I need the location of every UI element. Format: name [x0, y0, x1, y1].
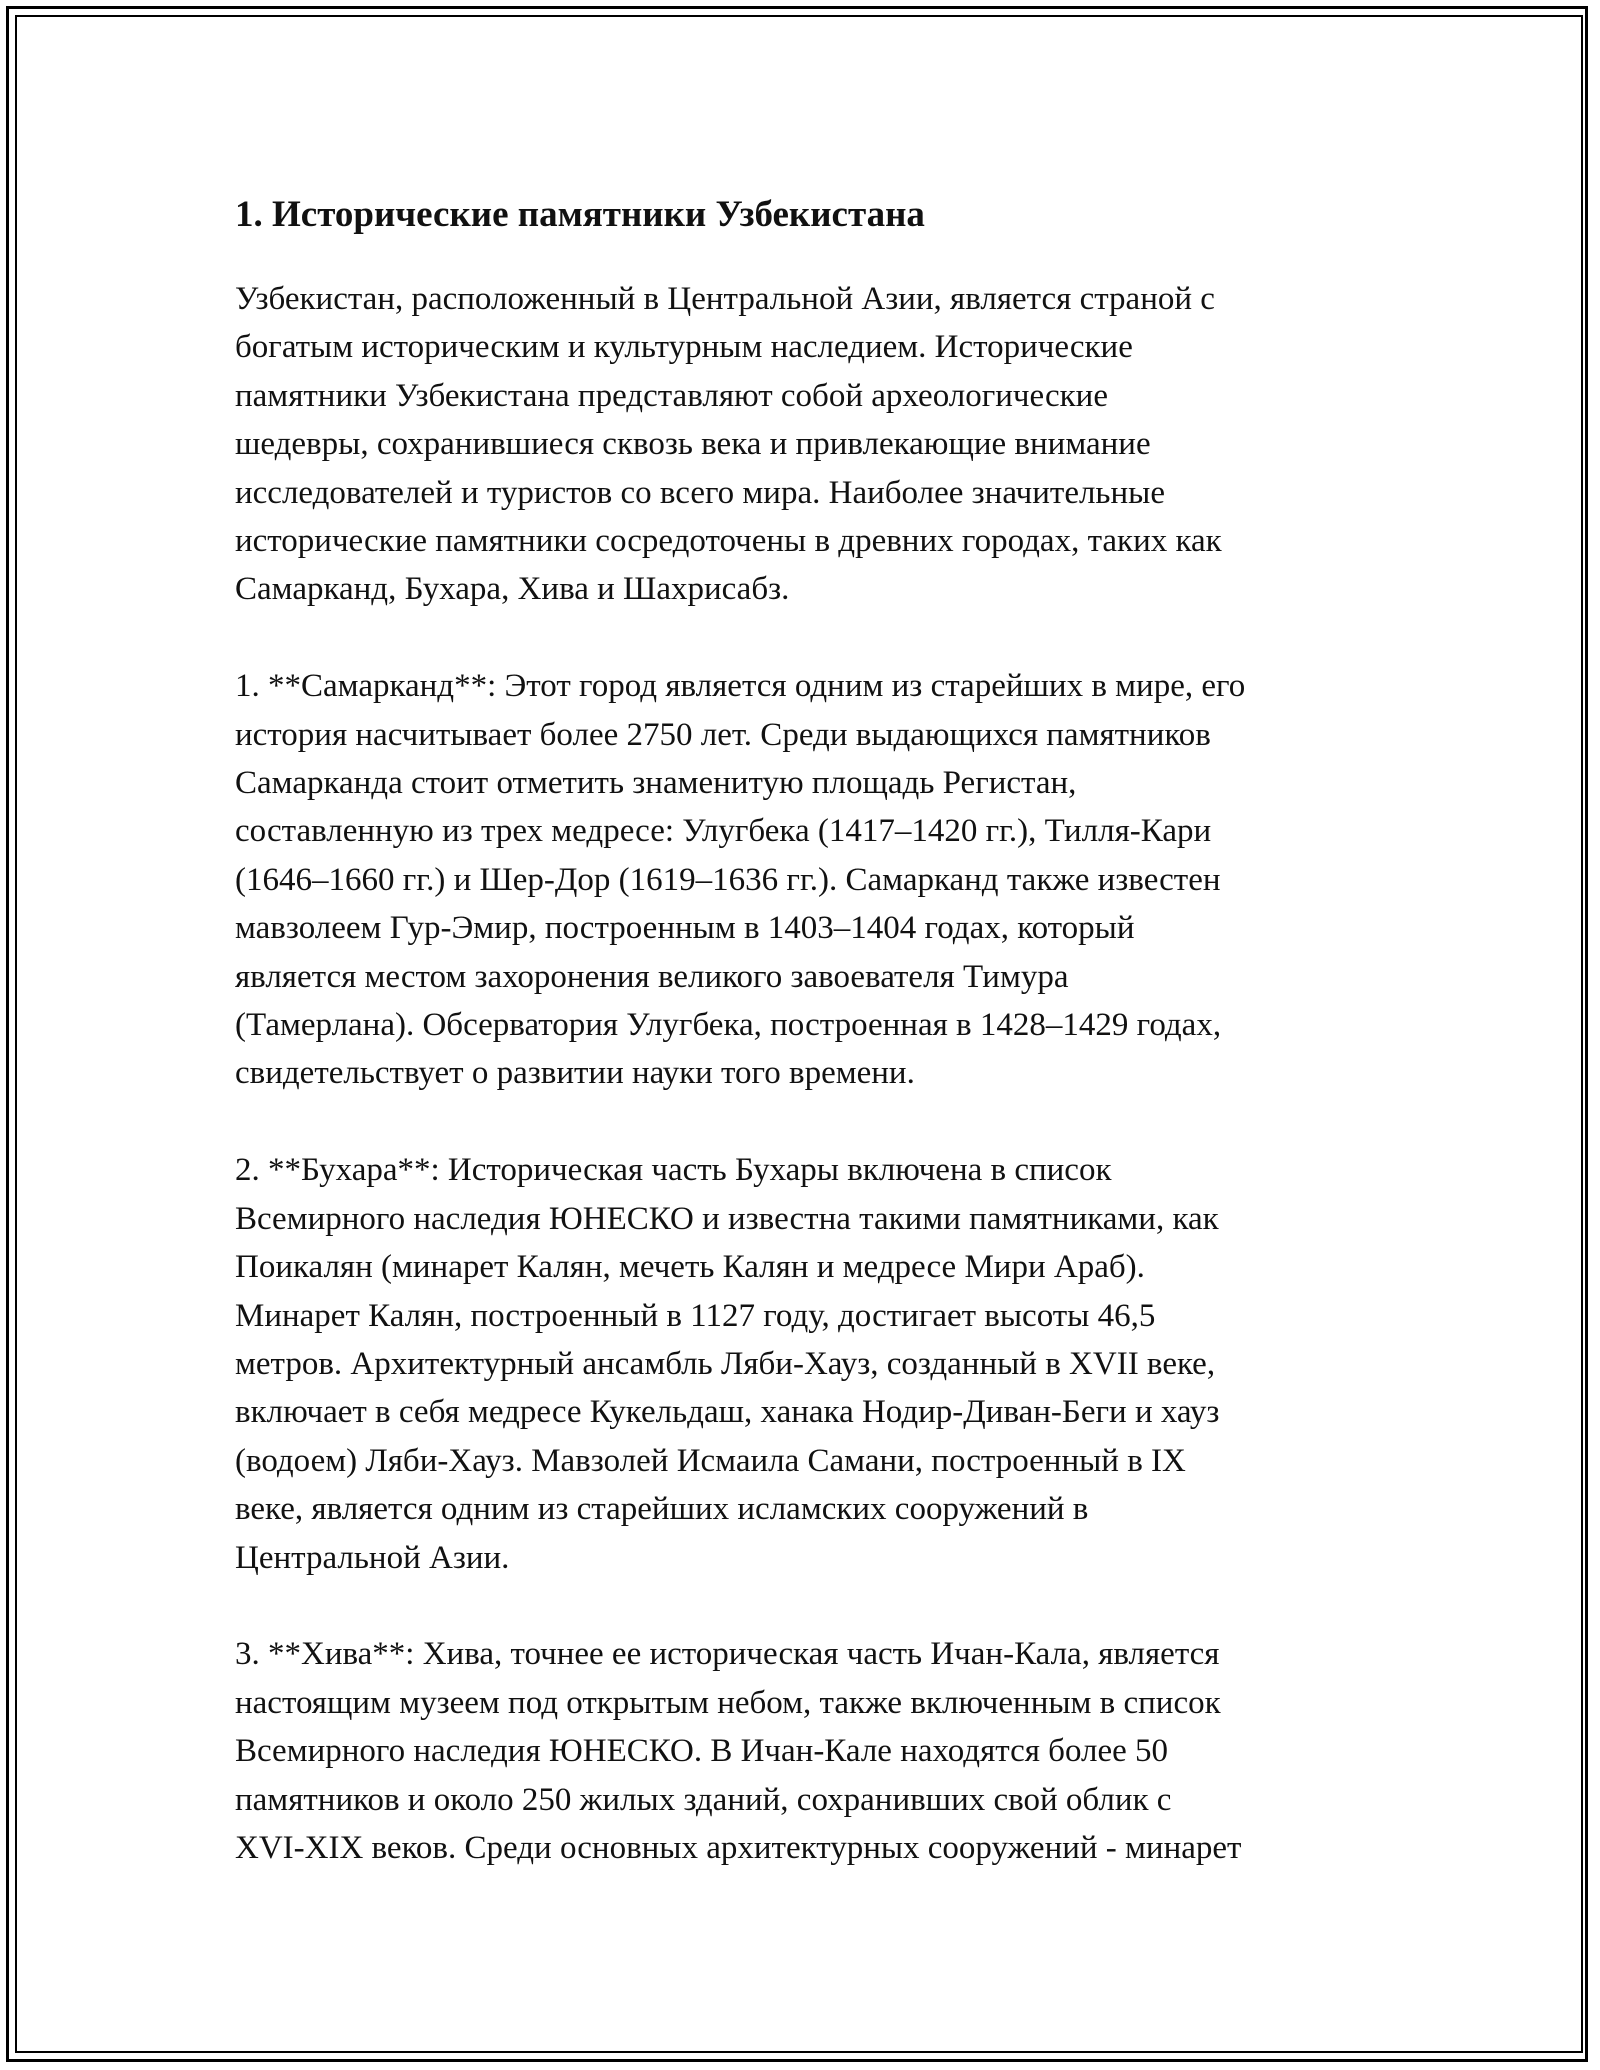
text-line: 1. **Самарканд**: Этот город является одним из старейших в мире, его [235, 668, 1246, 705]
text-line: памятников и около 250 жилых зданий, сохранивших свой облик с [235, 1781, 1172, 1818]
text-line: метров. Архитектурный ансамбль Ляби-Хауз, созданный в XVII веке, [235, 1345, 1216, 1382]
text-line: свидетельствует о развитии науки того времени. [235, 1055, 915, 1092]
bukhara-paragraph [235, 1146, 1415, 1582]
text-line: мавзолеем Гур-Эмир, построенным в 1403–1404 годах, который [235, 910, 1135, 947]
text-line: исследователей и туристов со всего мира. Наиболее значительные [235, 474, 1165, 511]
text-line: составленную из трех медресе: Улугбека (1417–1420 гг.), Тилля-Кари [235, 813, 1212, 850]
text-line: богатым историческим и культурным наследием. Исторические [235, 329, 1133, 366]
text-line: веке, является одним из старейших исламских сооружений в [235, 1491, 1089, 1528]
text-line: Узбекистан, расположенный в Центральной Азии, является страной с [235, 281, 1215, 317]
khiva-paragraph [235, 1630, 1415, 1872]
text-line: Самарканд, Бухара, Хива и Шахрисабз. [235, 571, 790, 608]
text-line: включает в себя медресе Кукельдаш, ханака Нодир-Диван-Беги и хауз [235, 1394, 1220, 1431]
text-line: 2. **Бухара**: Историческая часть Бухары включена в список [235, 1152, 1112, 1189]
text-line: исторические памятники сосредоточены в древних городах, таких как [235, 523, 1222, 560]
text-line: шедевры, сохранившиеся сквозь века и привлекающие внимание [235, 426, 1151, 463]
text-line: Самарканда стоит отметить знаменитую площадь Регистан, [235, 765, 1077, 802]
samarkand-paragraph [235, 662, 1415, 1098]
text-line: памятники Узбекистана представляют собой археологические [235, 377, 1108, 414]
document-body [235, 185, 1415, 1921]
text-line: история насчитывает более 2750 лет. Среди выдающихся памятников [235, 716, 1211, 753]
text-line: Поикалян (минарет Калян, мечеть Калян и медресе Мири Араб). [235, 1249, 1145, 1286]
text-line: (Тамерлана). Обсерватория Улугбека, построенная в 1428–1429 годах, [235, 1007, 1222, 1044]
text-line: настоящим музеем под открытым небом, также включенным в список [235, 1684, 1221, 1721]
text-line: Центральной Азии. [235, 1539, 510, 1576]
text-line: Всемирного наследия ЮНЕСКО и известна такими памятниками, как [235, 1200, 1219, 1237]
text-line: (водоем) Ляби-Хауз. Мавзолей Исмаила Самани, построенный в IX [235, 1442, 1186, 1479]
text-line: (1646–1660 гг.) и Шер-Дор (1619–1636 гг.). Самарканд также известен [235, 861, 1221, 898]
text-line: Минарет Калян, построенный в 1127 году, достигает высоты 46,5 [235, 1297, 1156, 1334]
text-line: XVI-XIX веков. Среди основных архитектурных сооружений - минарет [235, 1829, 1242, 1866]
text-line: 3. **Хива**: Хива, точнее ее историческая часть Ичан-Кала, является [235, 1636, 1220, 1673]
text-line: является местом захоронения великого завоевателя Тимура [235, 958, 1069, 995]
text-line: Всемирного наследия ЮНЕСКО. В Ичан-Кале находятся более 50 [235, 1733, 1169, 1770]
document-title: 1. Исторические памятники Узбекистана [235, 194, 925, 235]
intro-paragraph [235, 275, 1415, 614]
